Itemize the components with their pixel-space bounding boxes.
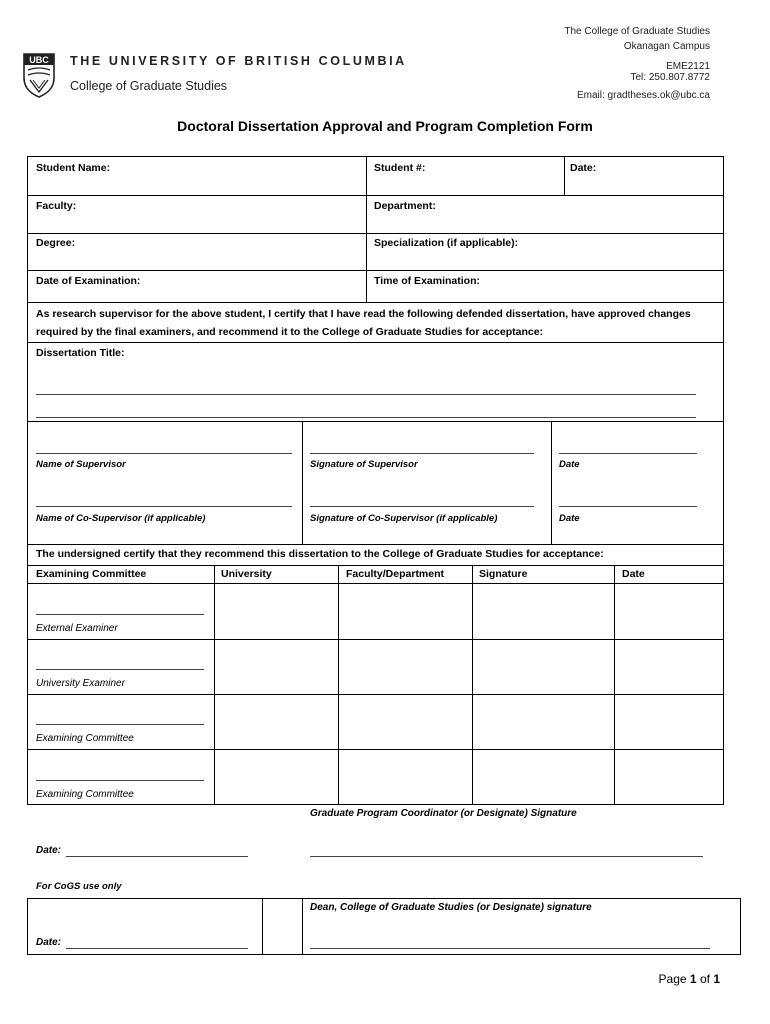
department-field[interactable]: Department: (374, 200, 436, 212)
cogs-date-label: Date: (36, 937, 62, 948)
statement-line: required by the final examiners, and recommend it to the College of Graduate Studies for acceptance: (36, 326, 544, 338)
supervisor-signature-caption: Signature of Supervisor (310, 459, 418, 470)
cogs-date-line[interactable] (66, 948, 248, 949)
ubc-logo-icon (22, 52, 56, 98)
student-number-field[interactable]: Student #: (374, 162, 426, 174)
dean-signature-label: Dean, College of Graduate Studies (or Designate) signature (310, 902, 592, 913)
examiner-name-line[interactable] (36, 614, 204, 615)
committee-header-examining: Examining Committee (36, 568, 147, 580)
committee-row-role: External Examiner (36, 623, 118, 634)
student-name-field[interactable]: Student Name: (36, 162, 111, 174)
examiner-name-line[interactable] (36, 780, 204, 781)
dissertation-title-line[interactable] (36, 394, 696, 395)
faculty-field[interactable]: Faculty: (36, 200, 77, 212)
contact-line: Tel: 250.807.8772 (630, 72, 710, 83)
contact-line: Okanagan Campus (623, 41, 710, 52)
cosupervisor-name-line[interactable] (36, 506, 292, 507)
committee-row-role: University Examiner (36, 678, 125, 689)
dean-signature-line[interactable] (310, 948, 710, 949)
supervisor-name-line[interactable] (36, 453, 292, 454)
svg-text:UBC: UBC (29, 55, 49, 65)
committee-header-date: Date (622, 568, 645, 580)
cosupervisor-date-caption: Date (559, 513, 580, 524)
contact-block (564, 24, 710, 103)
specialization-field[interactable]: Specialization (if applicable): (374, 237, 519, 249)
cosupervisor-name-caption: Name of Co-Supervisor (if applicable) (36, 513, 206, 524)
coordinator-signature-line[interactable] (310, 856, 703, 857)
supervisor-signature-line[interactable] (310, 453, 534, 454)
date-field[interactable]: Date: (570, 162, 597, 174)
university-name: THE UNIVERSITY OF BRITISH COLUMBIA (70, 54, 407, 68)
dissertation-title-line[interactable] (36, 417, 696, 418)
degree-field[interactable]: Degree: (36, 237, 76, 249)
page-number (659, 972, 720, 986)
cosupervisor-signature-caption: Signature of Co-Supervisor (if applicable) (310, 513, 498, 524)
contact-line: Email: gradtheses.ok@ubc.ca (577, 90, 710, 101)
coordinator-signature-label: Graduate Program Coordinator (or Designate) Signature (310, 808, 577, 819)
dissertation-title-label: Dissertation Title: (36, 347, 125, 359)
committee-row-role: Examining Committee (36, 733, 134, 744)
college-name: College of Graduate Studies (70, 79, 228, 93)
coordinator-date-label: Date: (36, 845, 62, 856)
supervisor-date-line[interactable] (559, 453, 697, 454)
committee-header-university: University (221, 568, 272, 580)
page-total: 1 (713, 972, 720, 986)
page-title: Doctoral Dissertation Approval and Program Completion Form (177, 118, 593, 134)
exam-date-field[interactable]: Date of Examination: (36, 275, 141, 287)
cosupervisor-date-line[interactable] (559, 506, 697, 507)
cogs-use-only-label: For CoGS use only (36, 881, 122, 892)
contact-line: EME2121 (666, 61, 710, 72)
committee-header-signature: Signature (479, 568, 528, 580)
page-word: Page (658, 972, 687, 986)
cosupervisor-signature-line[interactable] (310, 506, 534, 507)
examiner-name-line[interactable] (36, 669, 204, 670)
supervisor-statement (36, 305, 726, 341)
supervisor-date-caption: Date (559, 459, 580, 470)
page-current: 1 (689, 972, 697, 986)
committee-row-role: Examining Committee (36, 789, 134, 800)
committee-statement: The undersigned certify that they recommend this dissertation to the College of Graduate Studies for acceptance: (36, 548, 604, 560)
statement-line: As research supervisor for the above student, I certify that I have read the following defended dissertation, have approved changes (36, 308, 691, 320)
committee-header-faculty: Faculty/Department (346, 568, 445, 580)
coordinator-date-line[interactable] (66, 856, 248, 857)
exam-time-field[interactable]: Time of Examination: (374, 275, 480, 287)
contact-line: The College of Graduate Studies (564, 26, 710, 37)
of-word: of (699, 972, 710, 986)
supervisor-name-caption: Name of Supervisor (36, 459, 126, 470)
examiner-name-line[interactable] (36, 724, 204, 725)
